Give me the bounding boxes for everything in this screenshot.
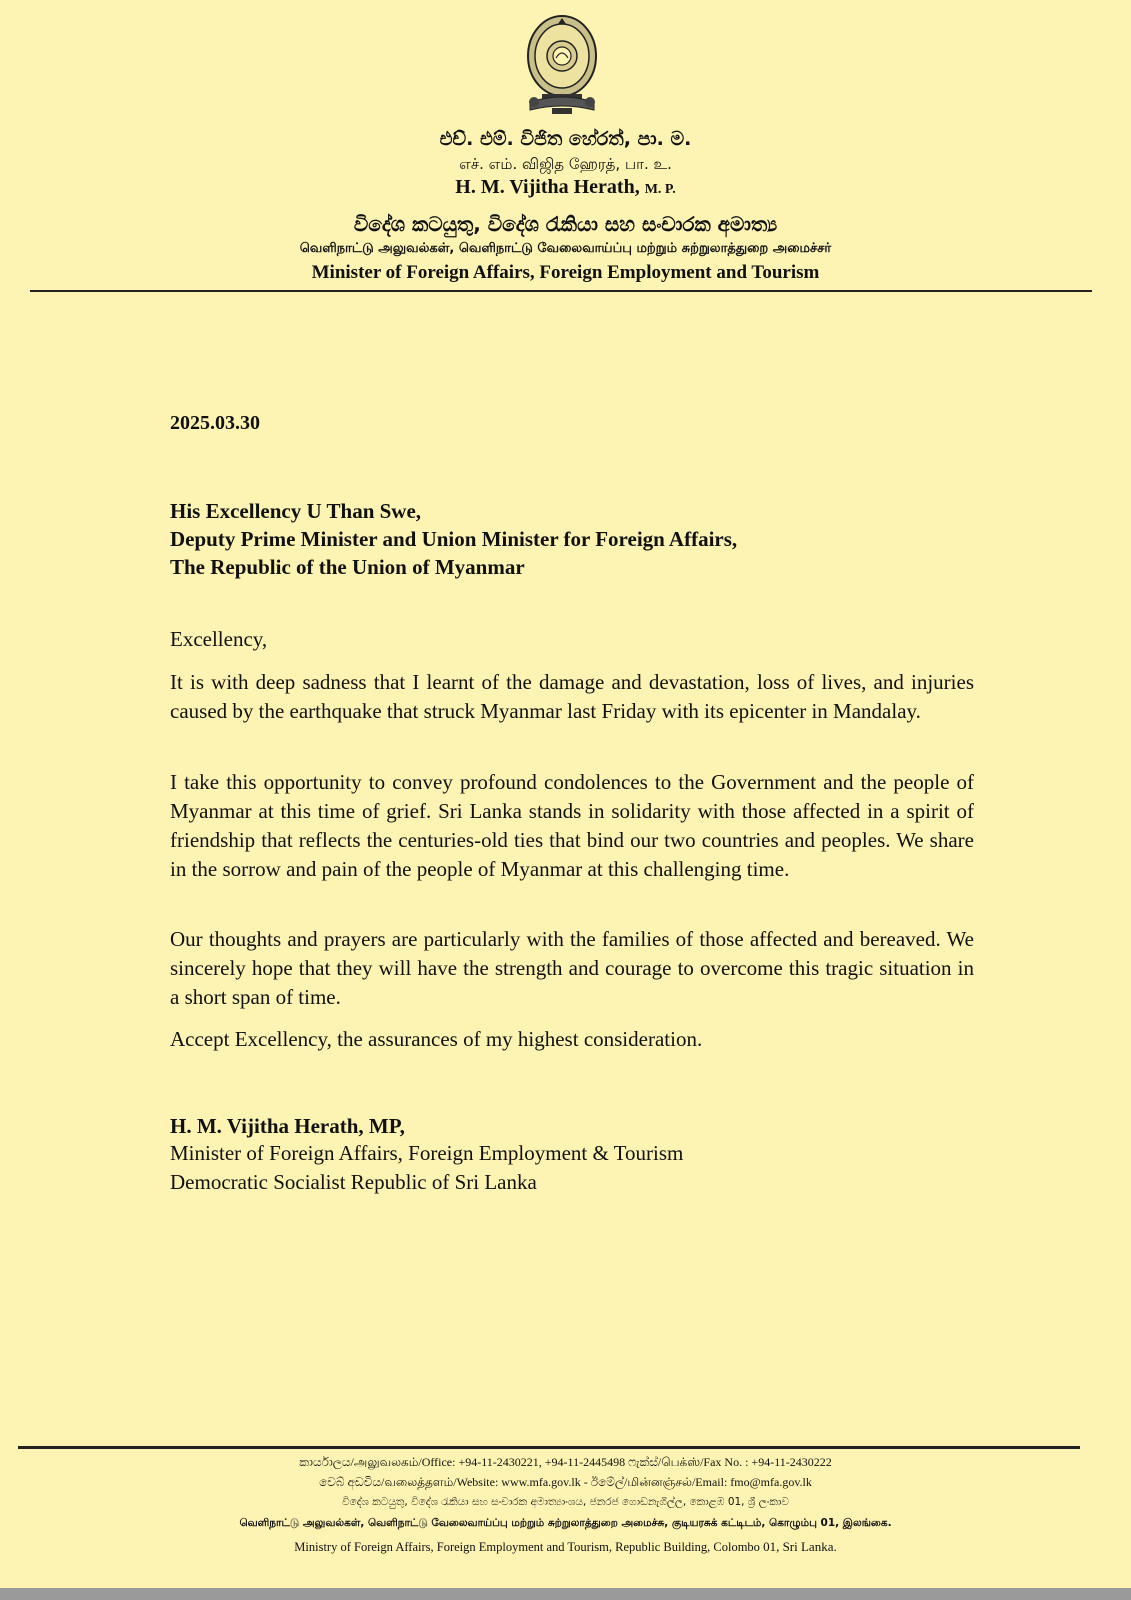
body-paragraph: It is with deep sadness that I learnt of the damage and devastation, loss of lives, and injuries caused by the earthquake that struck Myanmar last Friday with its epicenter in Mandalay. bbox=[170, 670, 974, 723]
footer-divider bbox=[18, 1446, 1080, 1449]
footer-contact: කාර්යාලය/அலுவலகம்/Office: +94-11-2430221, +94-11-2445498 ෆැක්ස්/பெக்ஸ்/Fax No. : +94-11-2430222 bbox=[299, 1455, 832, 1469]
addressee-line: Deputy Prime Minister and Union Minister for Foreign Affairs, bbox=[170, 527, 738, 551]
body-paragraph: I take this opportunity to convey profound condolences to the Government and the people of Myanmar at this time of grief. Sri Lanka stands in solidarity with those affected in a spirit of friendship that reflects the centuries-old ties that bind our two countries and peoples. We share in the sorrow and pain of the people of Myanmar at this challenging time. bbox=[170, 770, 974, 881]
minister-name: H. M. Vijitha Herath, bbox=[455, 176, 640, 198]
signatory-country: Democratic Socialist Republic of Sri Lanka bbox=[170, 1170, 537, 1194]
minister-name-english bbox=[0, 176, 1131, 199]
footer-web: වෙබ් අඩවිය/வலைத்தளம்/Website: www.mfa.gov.lk - ඊමේල්/மின்னஞ்சல்/Email: fmo@mfa.gov.lk bbox=[319, 1475, 812, 1489]
footer-address-sinhala: විදේශ කටයුතු, විදේශ රැකියා සහ සංචාරක අමාත්‍යාංශය, ජනරජ ගොඩනැගිල්ල, කොළඹ 01, ශ්‍රී ලංකාව bbox=[342, 1496, 789, 1508]
addressee-line: His Excellency U Than Swe, bbox=[170, 499, 422, 523]
footer-address-stamp: 01, Sri Lanka. bbox=[763, 1539, 837, 1554]
footer-address-text: Ministry of Foreign Affairs, Foreign Employment and Tourism, Republic Building, Colombo bbox=[294, 1540, 760, 1554]
letter-date: 2025.03.30 bbox=[170, 412, 260, 434]
national-emblem-icon bbox=[522, 12, 602, 116]
salutation: Excellency, bbox=[170, 627, 268, 651]
closing-paragraph: Accept Excellency, the assurances of my highest consideration. bbox=[170, 1027, 703, 1051]
addressee-block bbox=[170, 497, 737, 581]
scan-edge bbox=[0, 1588, 1131, 1600]
minister-name-tamil: எச். எம். விஜித ஹேரத், பா. உ. bbox=[459, 155, 672, 173]
mp-suffix: M. P. bbox=[644, 182, 676, 197]
minister-title-tamil: வெளிநாட்டு அலுவல்கள், வெளிநாட்டு வேலைவாய்ப்பு மற்றும் சுற்றுலாத்துறை அமைச்சர் bbox=[299, 241, 832, 256]
body-paragraph: Our thoughts and prayers are particularly with the families of those affected and bereaved. We sincerely hope that they will have the strength and courage to overcome this tragic situation in a short span of time. bbox=[170, 927, 974, 1009]
minister-title-english: Minister of Foreign Affairs, Foreign Employment and Tourism bbox=[311, 262, 820, 283]
header-divider bbox=[30, 290, 1092, 292]
addressee-line: The Republic of the Union of Myanmar bbox=[170, 555, 525, 579]
signatory-title: Minister of Foreign Affairs, Foreign Employment & Tourism bbox=[170, 1141, 684, 1165]
footer-address-tamil: வெளிநாட்டு அலுவல்கள், வெளிநாட்டு வேலைவாய்ப்பு மற்றும் சுற்றுலாத்துறை அமைச்சு, குடியரசுக் கட்டிடம், கொழும்பு 01, இலங்கை. bbox=[239, 1517, 892, 1529]
signatory-name: H. M. Vijitha Herath, MP, bbox=[170, 1114, 405, 1138]
footer-address-english bbox=[0, 1539, 1131, 1555]
minister-name-sinhala: එච්. එම්. විජිත හේරත්, පා. ම. bbox=[439, 128, 692, 150]
minister-title-sinhala: විදේශ කටයුතු, විදේශ රැකියා සහ සංචාරක අමාත්‍ය bbox=[353, 212, 778, 236]
